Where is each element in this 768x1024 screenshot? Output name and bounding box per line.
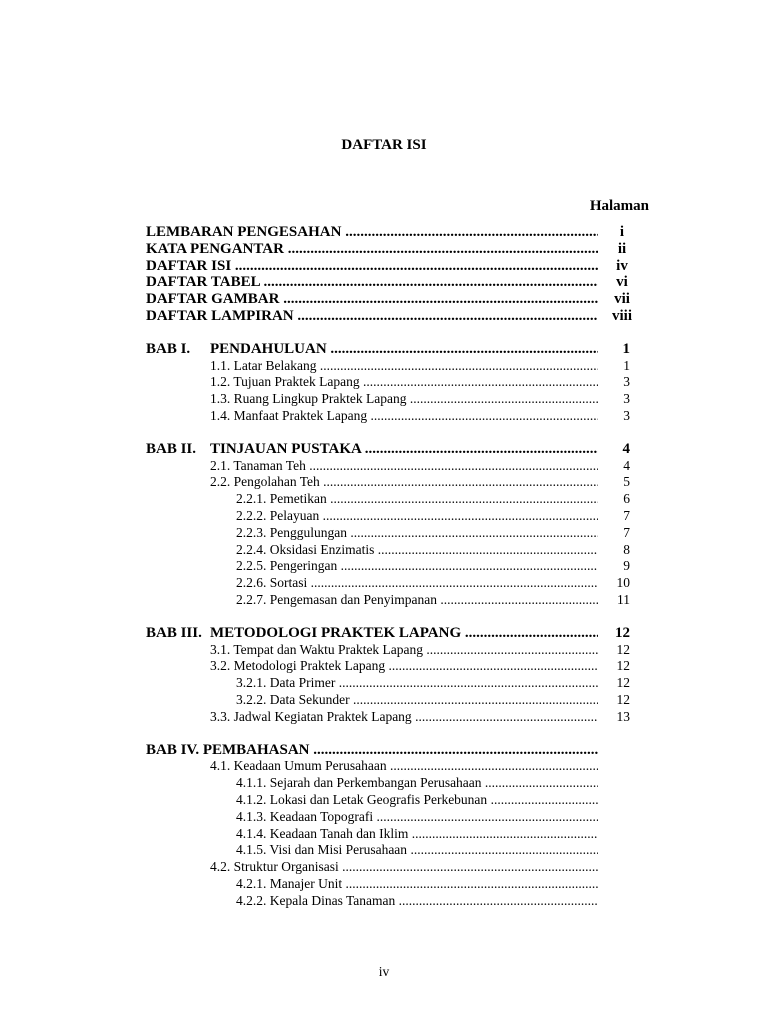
chapter-number: BAB I. — [146, 340, 191, 357]
page-title: DAFTAR ISI — [341, 137, 427, 153]
toc-entry-label: 3.2.2. Data Sekunder ..... — [146, 692, 598, 709]
toc-subsection — [146, 792, 636, 809]
toc-subsection — [146, 842, 636, 859]
toc-chapter-bab-1 — [146, 341, 636, 358]
toc-entry-label: 2.1. Tanaman Teh ..... — [146, 458, 598, 475]
toc-section — [146, 859, 636, 876]
toc-section — [146, 658, 636, 675]
toc-section — [146, 474, 636, 491]
toc-subsection — [146, 876, 636, 893]
chapter-title: PENDAHULUAN — [210, 340, 327, 357]
toc-section — [146, 458, 636, 475]
toc-entry-page: 6 — [623, 491, 630, 507]
toc-entry-label: 4.1.2. Lokasi dan Letak Geografis Perkebunan ..... — [146, 792, 598, 809]
toc-entry-label: 2.2. Pengolahan Teh ..... — [146, 474, 598, 491]
toc-subsection — [146, 542, 636, 559]
toc-entry-daftar-tabel — [146, 274, 636, 291]
toc-entry-page: 11 — [617, 591, 630, 607]
toc-entry-page: 12 — [615, 624, 630, 641]
toc-entry-label: DAFTAR TABEL ..... — [146, 274, 598, 291]
toc-entry-page: vi — [616, 274, 628, 291]
toc-entry-daftar-isi — [146, 258, 636, 275]
toc-subsection — [146, 826, 636, 843]
toc-entry-page: 9 — [623, 558, 630, 574]
toc-chapter-bab-3 — [146, 625, 636, 642]
toc-entry-page: 7 — [623, 524, 630, 540]
toc-entry-label: KATA PENGANTAR ..... — [146, 241, 598, 258]
chapter-number: BAB III. — [146, 624, 202, 641]
toc-section — [146, 758, 636, 775]
toc-section — [146, 408, 636, 425]
toc-entry-label: 2.2.5. Pengeringan ..... — [146, 558, 598, 575]
toc-entry-label: 3.1. Tempat dan Waktu Praktek Lapang ..... — [146, 642, 598, 659]
toc-entry-label: 3.2. Metodologi Praktek Lapang ..... — [146, 658, 598, 675]
toc-entry-page: 7 — [623, 507, 630, 523]
toc-entry-label: LEMBARAN PENGESAHAN ..... — [146, 224, 598, 241]
toc-subsection — [146, 558, 636, 575]
toc-entry-label: 3.2.1. Data Primer ..... — [146, 675, 598, 692]
toc-entry-label: 2.2.1. Pemetikan ..... — [146, 491, 598, 508]
toc-subsection — [146, 525, 636, 542]
toc-entry-label: 4.2.2. Kepala Dinas Tanaman ..... — [146, 893, 598, 910]
toc-entry-label: 4.1.3. Keadaan Topografi ..... — [146, 809, 598, 826]
toc-entry-kata-pengantar — [146, 241, 636, 258]
toc-entry-page: vii — [614, 291, 630, 308]
toc-entry-label: 2.2.4. Oksidasi Enzimatis ..... — [146, 542, 598, 559]
toc-entry-page: i — [619, 224, 625, 240]
toc-section — [146, 391, 636, 408]
toc-entry-label: 4.1. Keadaan Umum Perusahaan ..... — [146, 758, 598, 775]
toc-entry-daftar-gambar — [146, 291, 636, 308]
halaman-label: Halaman — [589, 198, 649, 214]
toc-entry-page: 5 — [623, 474, 630, 490]
page-number-footer: iv — [378, 964, 390, 979]
toc-entry-page: ii — [617, 240, 627, 257]
toc-entry-page: 12 — [616, 641, 630, 657]
toc-entry-label: DAFTAR GAMBAR ..... — [146, 291, 598, 308]
toc-entry-daftar-lampiran — [146, 308, 636, 325]
toc-chapter-bab-2 — [146, 441, 636, 458]
toc-subsection — [146, 491, 636, 508]
chapter-title: METODOLOGI PRAKTEK LAPANG — [210, 624, 462, 641]
toc-subsection — [146, 575, 636, 592]
toc-entry-label: 1.2. Tujuan Praktek Lapang ..... — [146, 374, 598, 391]
toc-section — [146, 358, 636, 375]
toc-subsection — [146, 893, 636, 910]
toc-entry-page: 1 — [622, 340, 630, 357]
toc-entry-page: 12 — [616, 658, 630, 674]
toc-subsection — [146, 775, 636, 792]
toc-entry-label: DAFTAR LAMPIRAN ..... — [146, 308, 598, 325]
toc-entry-page: viii — [611, 307, 632, 324]
toc-entry-label: 3.3. Jadwal Kegiatan Praktek Lapang ..... — [146, 709, 598, 726]
toc-entry-page: 10 — [616, 575, 630, 591]
toc-entry-page: 3 — [623, 391, 630, 407]
toc-entry-label: 1.3. Ruang Lingkup Praktek Lapang ..... — [146, 391, 598, 408]
chapter-title: TINJAUAN PUSTAKA — [210, 440, 361, 457]
toc-entry-page: iv — [616, 257, 628, 274]
toc-subsection — [146, 809, 636, 826]
toc-entry-label: 4.2.1. Manajer Unit ..... — [146, 876, 598, 893]
toc-entry-label: 2.2.6. Sortasi ..... — [146, 575, 598, 592]
toc-entry-page: 3 — [623, 374, 630, 390]
toc-entry-label: 2.2.3. Penggulungan ..... — [146, 525, 598, 542]
table-of-contents — [146, 224, 636, 909]
toc-entry-label: 1.1. Latar Belakang ..... — [146, 358, 598, 375]
toc-entry-label: 4.1.4. Keadaan Tanah dan Iklim ..... — [146, 826, 598, 843]
toc-section — [146, 374, 636, 391]
toc-entry-lembaran-pengesahan — [146, 224, 636, 241]
toc-entry-page: 4 — [622, 440, 630, 457]
toc-entry-page: 4 — [623, 457, 630, 473]
toc-entry-page: 8 — [623, 541, 630, 557]
toc-section — [146, 709, 636, 726]
toc-chapter-bab-4 — [146, 742, 636, 759]
toc-entry-label: 2.2.7. Pengemasan dan Penyimpanan ..... — [146, 592, 598, 609]
toc-entry-label: 1.4. Manfaat Praktek Lapang ..... — [146, 408, 598, 425]
toc-entry-label: 2.2.2. Pelayuan ..... — [146, 508, 598, 525]
toc-entry-page: 13 — [616, 708, 630, 724]
toc-subsection — [146, 692, 636, 709]
toc-entry-label: 4.1.5. Visi dan Misi Perusahaan ..... — [146, 842, 598, 859]
toc-section — [146, 642, 636, 659]
chapter-number: BAB IV. — [146, 741, 200, 758]
toc-entry-label: 4.2. Struktur Organisasi ..... — [146, 859, 598, 876]
toc-entry-page: 3 — [623, 407, 630, 423]
chapter-title: PEMBAHASAN — [202, 741, 310, 758]
toc-subsection — [146, 675, 636, 692]
toc-entry-page: 12 — [616, 691, 630, 707]
toc-entry-label: DAFTAR ISI ..... — [146, 258, 598, 275]
toc-subsection — [146, 508, 636, 525]
toc-entry-label: 4.1.1. Sejarah dan Perkembangan Perusahaan ..... — [146, 775, 598, 792]
toc-entry-page: 12 — [616, 675, 630, 691]
toc-entry-page: 1 — [623, 357, 630, 373]
chapter-number: BAB II. — [146, 440, 197, 457]
toc-subsection — [146, 592, 636, 609]
